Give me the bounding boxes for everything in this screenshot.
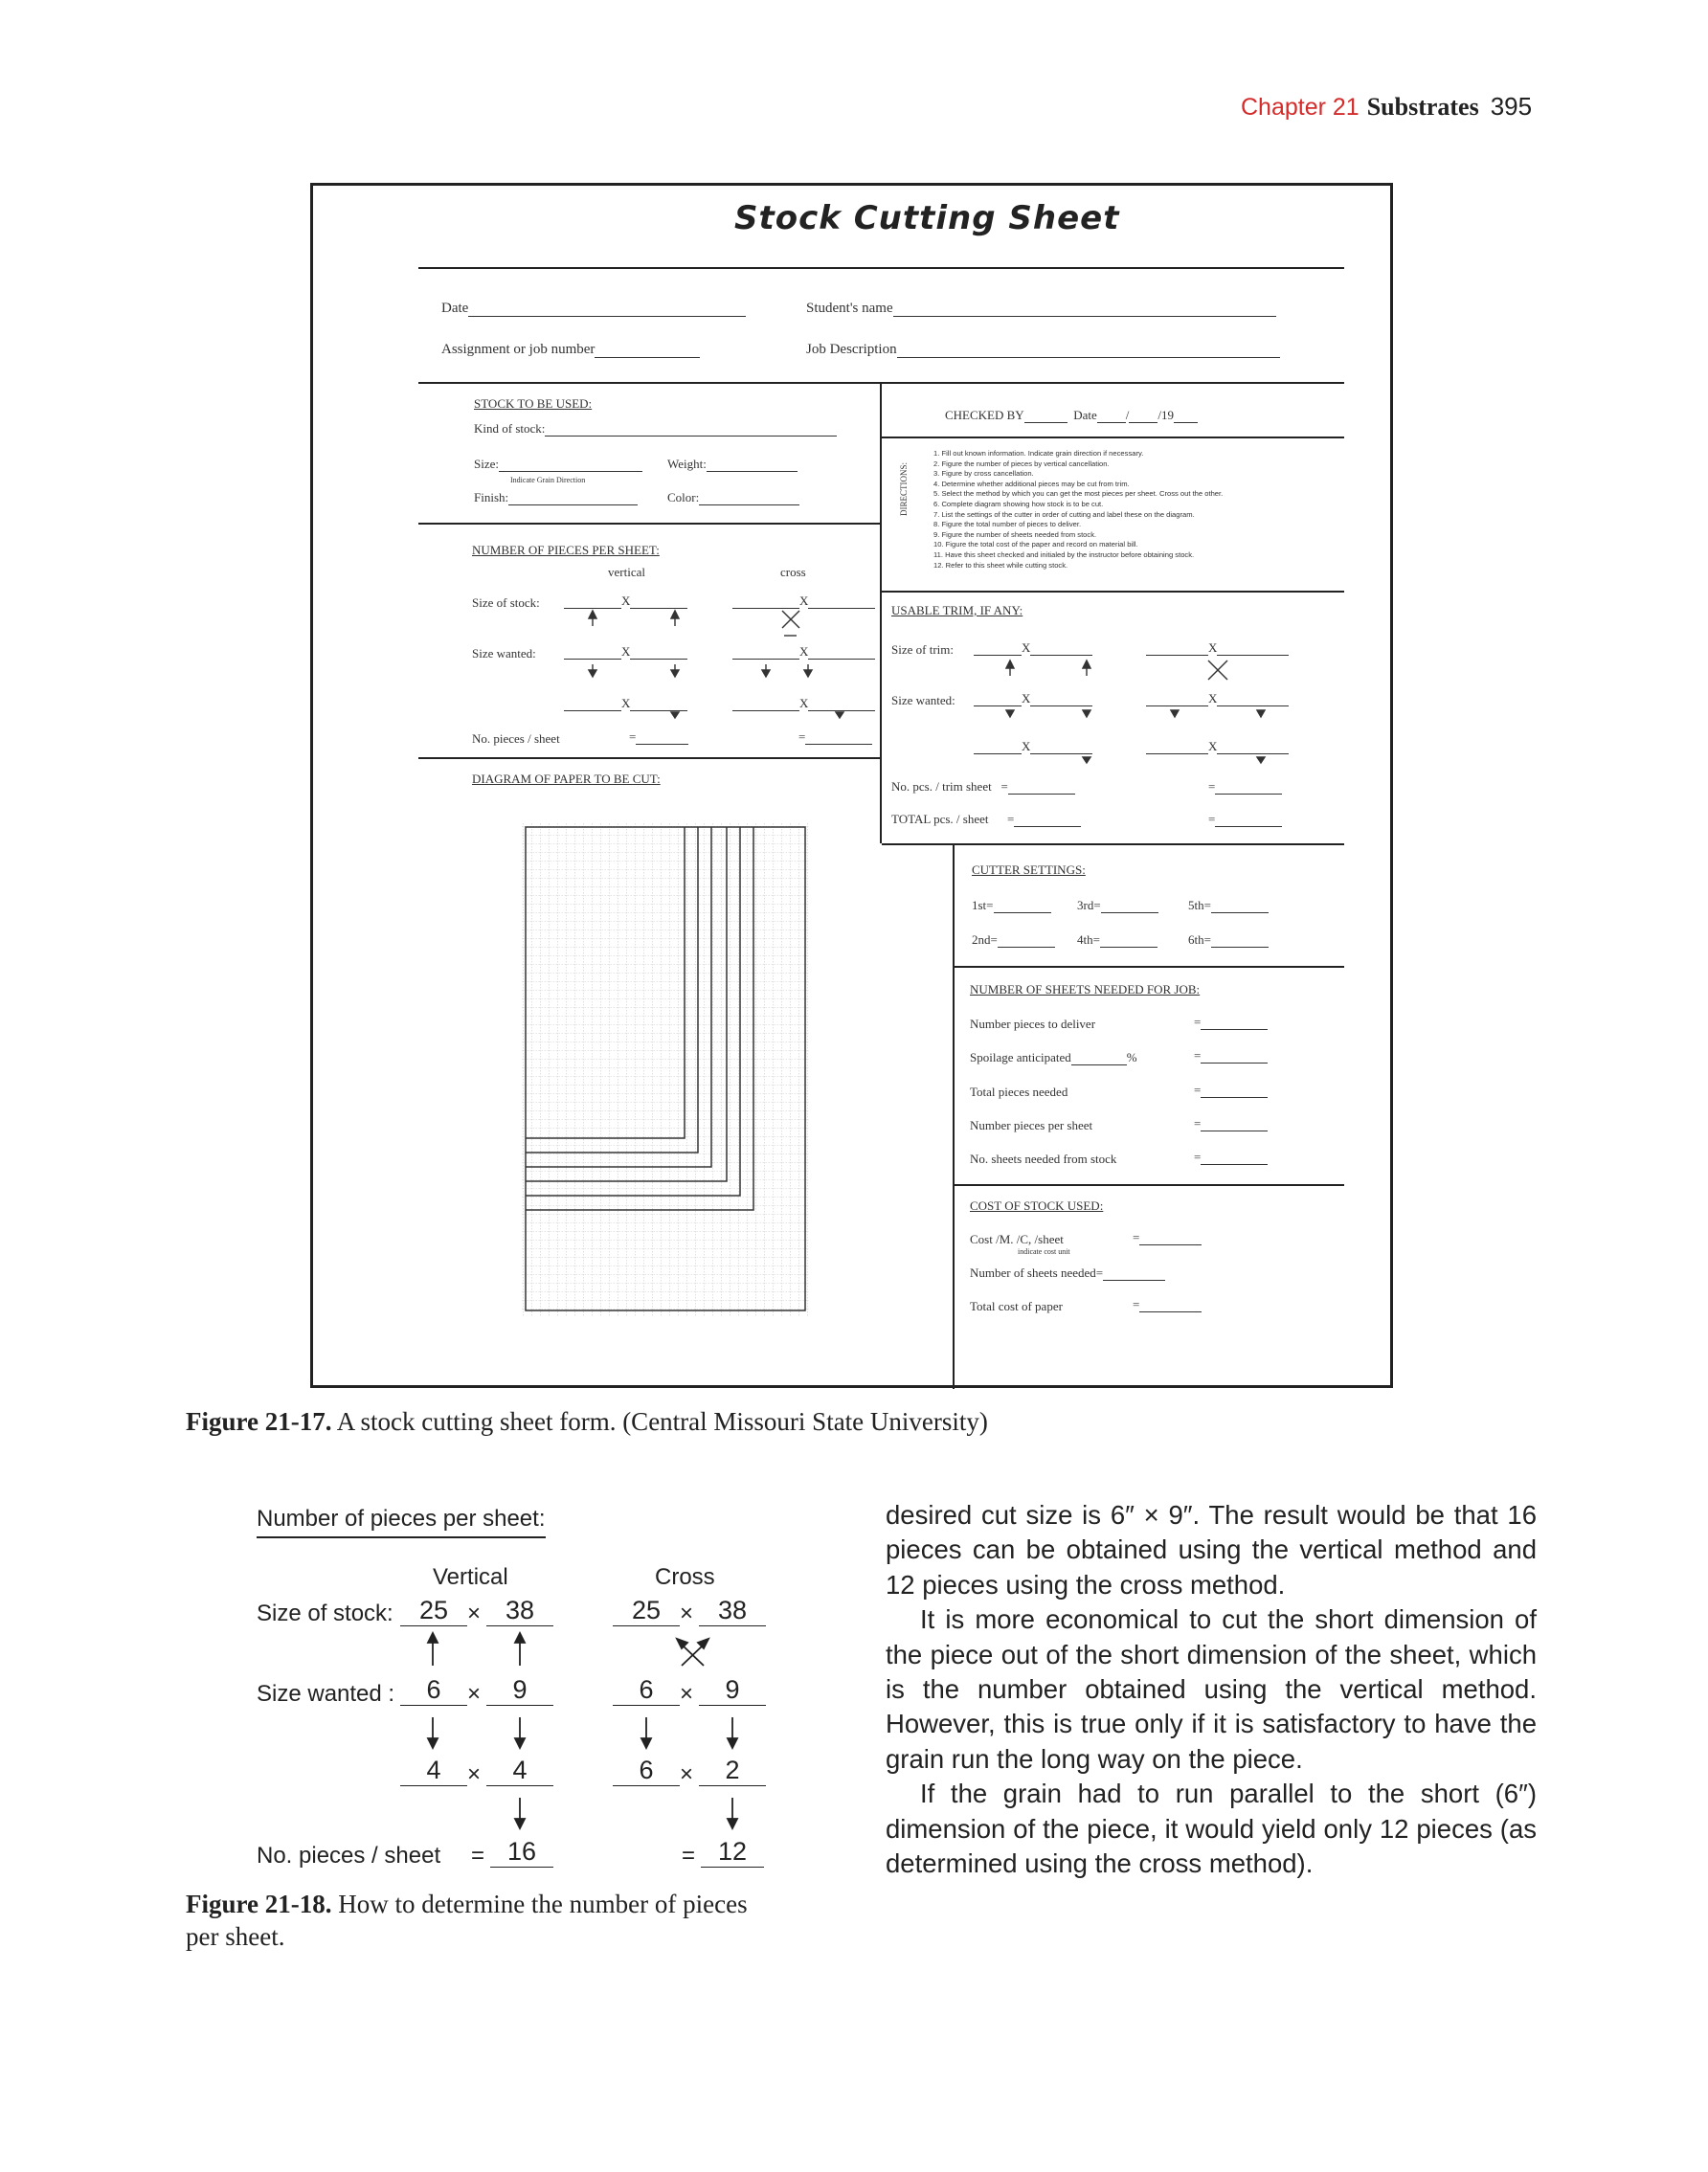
chapter-label: Chapter 21 [1241, 94, 1360, 121]
sheets-needed-heading: NUMBER OF SHEETS NEEDED FOR JOB: [970, 982, 1201, 996]
trim-size-wanted-label: Size wanted: [891, 693, 955, 707]
sheets-row-1-blank: = [1194, 1015, 1268, 1030]
c-result-times: × [680, 1761, 694, 1787]
cutter-1st: 1st= [972, 898, 1051, 913]
example-vertical-label: Vertical [433, 1564, 508, 1590]
form-size-of-stock-label: Size of stock: [472, 595, 540, 610]
form-size-wanted-label: Size wanted: [472, 646, 536, 661]
form-no-pieces-cross: = [798, 729, 872, 745]
sheets-row-5-blank: = [1194, 1150, 1268, 1165]
cutter-4th: 4th= [1077, 932, 1157, 948]
page-number: 395 [1490, 92, 1533, 121]
cutter-settings-heading: CUTTER SETTINGS: [972, 862, 1086, 877]
chapter-title: Substrates [1366, 93, 1479, 121]
cost-row-2: Number of sheets needed= [970, 1265, 1165, 1281]
indicate-grain-note: Indicate Grain Direction [510, 476, 586, 484]
c-stock-2: 38 [699, 1596, 766, 1626]
form-result-blanks: X [564, 696, 687, 711]
cost-unit-note: indicate cost unit [1018, 1247, 1070, 1256]
form-cross-stock-blanks: X [732, 593, 875, 609]
form-no-pieces-label: No. pieces / sheet [472, 731, 560, 746]
caption-label: Figure 21-18. [186, 1890, 332, 1918]
cost-row-1-blank: = [1133, 1230, 1202, 1245]
v-wanted-2: 9 [486, 1675, 553, 1706]
v-total-eq: = [471, 1843, 485, 1869]
sheets-row-2: Spoilage anticipated % [970, 1050, 1137, 1064]
direction-item: 4. Determine whether additional pieces may be cut from trim. [933, 479, 1130, 488]
stock-to-be-used-heading: STOCK TO BE USED: [474, 396, 593, 411]
cutter-6th: 6th= [1188, 932, 1269, 948]
sheets-row-2-blank: = [1194, 1048, 1268, 1064]
total-pcs-row: TOTAL pcs. / sheet = [891, 812, 1081, 827]
direction-item: 8. Figure the total number of pieces to deliver. [933, 520, 1082, 529]
example-size-of-stock-label: Size of stock: [257, 1601, 393, 1626]
no-pcs-trim-cross: = [1208, 779, 1282, 795]
figure-21-18-caption [186, 1888, 748, 1953]
diagram-heading: DIAGRAM OF PAPER TO BE CUT: [472, 772, 661, 786]
weight-field: Weight: [667, 457, 798, 472]
c-wanted-1: 6 [613, 1675, 680, 1706]
trim-blanks-3: X [974, 691, 1092, 706]
kind-of-stock-field: Kind of stock: [474, 421, 837, 437]
direction-item: 1. Fill out known information. Indicate grain direction if necessary. [933, 449, 1144, 458]
directions-label: DIRECTIONS: [899, 462, 909, 516]
job-description-field: Job Description [806, 342, 1280, 358]
sheets-row-3-blank: = [1194, 1083, 1268, 1098]
cross-label: cross [780, 565, 806, 579]
trim-blanks-6: X [1146, 739, 1289, 754]
direction-item: 2. Figure the number of pieces by vertical cancellation. [933, 459, 1110, 468]
direction-item: 5. Select the method by which you can get the most pieces per sheet. Cross out the other. [933, 489, 1224, 499]
no-pcs-trim-row: No. pcs. / trim sheet = [891, 779, 1075, 795]
c-result-1: 6 [613, 1756, 680, 1786]
example-no-pieces-label: No. pieces / sheet [257, 1843, 441, 1869]
cutter-3rd: 3rd= [1077, 898, 1158, 913]
c-total: 12 [701, 1837, 764, 1868]
vertical-label: vertical [608, 565, 645, 579]
student-name-field: Student's name [806, 301, 1276, 317]
sheets-row-3: Total pieces needed [970, 1085, 1068, 1099]
c-stock-1: 25 [613, 1596, 680, 1626]
body-paragraph: If the grain had to run parallel to the short (6″) dimension of the piece, it would yield only 12 pieces (as determined using the cross method). [886, 1779, 1537, 1879]
size-field: Size: [474, 457, 642, 472]
caption-text-line1: How to determine the number of pieces [331, 1890, 748, 1918]
direction-item: 10. Figure the total cost of the paper and record on material bill. [933, 540, 1138, 549]
v-result-1: 4 [400, 1756, 467, 1786]
form-size-wanted-blanks: X [564, 644, 687, 660]
form-cross-wanted-blanks: X [732, 644, 875, 660]
example-size-wanted-label: Size wanted : [257, 1681, 395, 1707]
direction-item: 11. Have this sheet checked and initialed by the instructor before obtaining stock. [933, 549, 1195, 559]
trim-blanks-5: X [974, 739, 1092, 754]
direction-item: 12. Refer to this sheet while cutting stock. [933, 560, 1068, 570]
size-of-trim-label: Size of trim: [891, 642, 954, 657]
direction-item: 9. Figure the number of sheets needed from stock. [933, 529, 1097, 539]
cost-row-3-blank: = [1133, 1297, 1202, 1312]
caption-text: A stock cutting sheet form. (Central Missouri State University) [331, 1407, 988, 1436]
cutter-5th: 5th= [1188, 898, 1269, 913]
example-cross-label: Cross [655, 1564, 715, 1590]
direction-item: 3. Figure by cross cancellation. [933, 469, 1034, 479]
direction-item: 7. List the settings of the cutter in order of cutting and label these on the diagram. [933, 509, 1195, 519]
v-stock-1: 25 [400, 1596, 467, 1626]
example-heading: Number of pieces per sheet: [257, 1506, 546, 1538]
v-total: 16 [490, 1837, 553, 1868]
v-stock-times: × [467, 1601, 482, 1626]
total-pcs-cross: = [1208, 812, 1282, 827]
c-result-2: 2 [699, 1756, 766, 1786]
date-field: Date [441, 301, 746, 317]
c-wanted-times: × [680, 1681, 694, 1707]
cutter-2nd: 2nd= [972, 932, 1055, 948]
usable-trim-heading: USABLE TRIM, IF ANY: [891, 603, 1023, 617]
pieces-per-sheet-heading: NUMBER OF PIECES PER SHEET: [472, 543, 660, 557]
sheets-row-4-blank: = [1194, 1116, 1268, 1131]
caption-label: Figure 21-17. [186, 1407, 332, 1436]
form-no-pieces-vertical: = [629, 729, 688, 745]
v-wanted-times: × [467, 1681, 482, 1707]
v-result-2: 4 [486, 1756, 553, 1786]
trim-blanks-4: X [1146, 691, 1289, 706]
trim-blanks-2: X [1146, 640, 1289, 656]
cost-row-1: Cost /M. /C, /sheet [970, 1232, 1064, 1246]
sheets-row-5: No. sheets needed from stock [970, 1152, 1117, 1166]
form-size-of-stock-blanks: X [564, 593, 687, 609]
direction-item: 6. Complete diagram showing how stock is to be cut. [933, 499, 1104, 508]
finish-field: Finish: [474, 490, 638, 505]
cost-heading: COST OF STOCK USED: [970, 1198, 1104, 1213]
body-paragraph: It is more economical to cut the short dimension of the piece out of the short dimension of the sheet, which is the number obtained using the vertical method. However, this is true only if it is satisfactory to have the grain run the long way on the piece. [886, 1604, 1537, 1774]
caption-text-line2: per sheet. [186, 1922, 285, 1951]
cost-row-3: Total cost of paper [970, 1299, 1063, 1313]
checked-by-field: CHECKED BY Date / /19 [945, 408, 1198, 423]
v-wanted-1: 6 [400, 1675, 467, 1706]
v-result-times: × [467, 1761, 482, 1787]
body-text-column [886, 1498, 1537, 1881]
form-title: Stock Cutting Sheet [734, 199, 1120, 237]
color-field: Color: [667, 490, 799, 505]
trim-blanks-1: X [974, 640, 1092, 656]
c-stock-times: × [680, 1601, 694, 1626]
c-wanted-2: 9 [699, 1675, 766, 1706]
assignment-field: Assignment or job number [441, 342, 700, 358]
form-cross-result-blanks: X [732, 696, 875, 711]
body-paragraph: desired cut size is 6″ × 9″. The result would be that 16 pieces can be obtained using the vertical method and 12 pieces using the cross method. [886, 1500, 1537, 1600]
sheets-row-1: Number pieces to deliver [970, 1017, 1096, 1031]
v-stock-2: 38 [486, 1596, 553, 1626]
sheets-row-4: Number pieces per sheet [970, 1118, 1093, 1132]
c-total-eq: = [682, 1843, 696, 1869]
